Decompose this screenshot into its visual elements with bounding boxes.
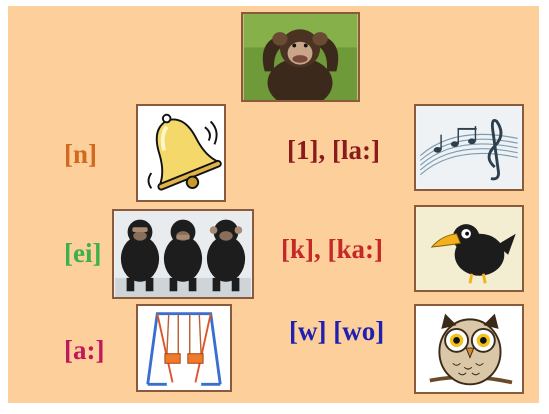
label-ei: [ei] xyxy=(64,238,102,268)
bell-image xyxy=(136,104,226,202)
swing-image xyxy=(136,304,232,392)
crow-image xyxy=(414,205,524,292)
label-k: [k], [ka:] xyxy=(281,234,383,264)
label-w: [w] [wo] xyxy=(289,316,385,346)
three-monkeys-image xyxy=(112,209,254,299)
label-n: [n] xyxy=(64,139,97,169)
music-notes-image xyxy=(414,104,524,191)
slide xyxy=(8,6,539,403)
label-a: [a:] xyxy=(64,335,105,365)
owl-image xyxy=(414,304,524,394)
monkey-ears-image xyxy=(241,12,360,102)
label-l: [1], [la:] xyxy=(287,135,380,165)
